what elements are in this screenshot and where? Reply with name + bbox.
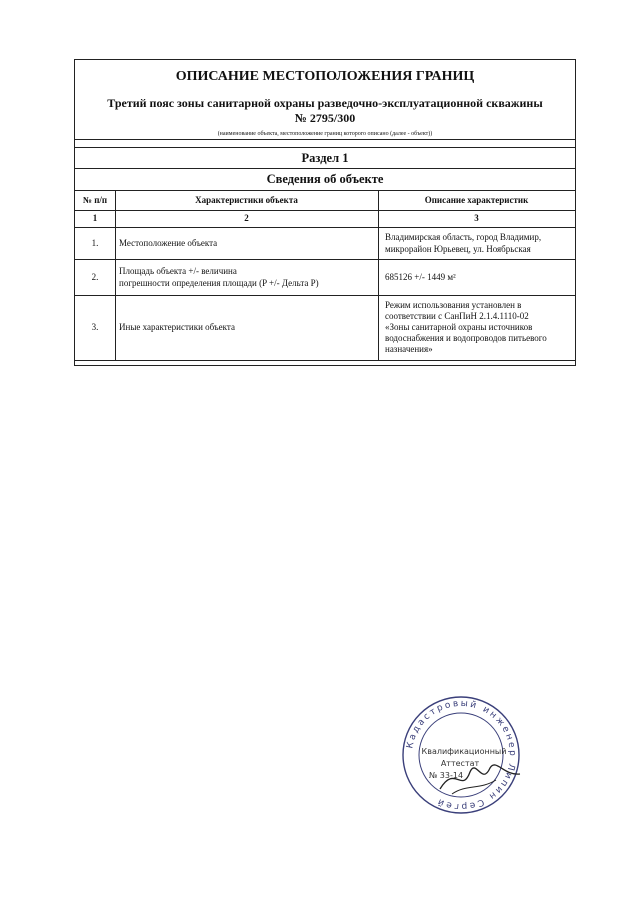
document-title: ОПИСАНИЕ МЕСТОПОЛОЖЕНИЯ ГРАНИЦ [175,69,475,84]
column-header-number: № п/п [82,195,108,205]
divider [75,139,575,140]
section-title: Сведения об объекте [266,172,384,186]
row-description: назначения» [385,344,433,354]
row-characteristic: погрешности определения площади (P +/- Дельта P) [119,278,319,288]
well-number: № 2795/300 [294,111,356,125]
row-number: 2. [91,272,99,282]
column-number: 3 [474,213,479,223]
row-characteristic: Иные характеристики объекта [119,322,235,332]
row-divider [75,360,575,361]
row-number: 3. [91,322,99,332]
row-divider [75,295,575,296]
row-characteristic: Местоположение объекта [119,238,218,248]
column-number: 2 [244,213,249,223]
document-frame [74,59,576,366]
row-description: водоснабжения и водопроводов питьевого [385,333,547,343]
row-divider [75,259,575,260]
column-header-characteristic: Характеристики объекта [195,195,298,205]
document-subtitle: Третий пояс зоны санитарной охраны разведочно-эксплуатационной скважины [107,96,543,110]
row-description: Режим использования установлен в [385,300,522,310]
row-characteristic: Площадь объекта +/- величина [119,266,237,276]
seal-line-3: № 33-14 [428,771,464,780]
seal-line-2: Аттестат [440,759,480,768]
row-description: соответствии с СанПиН 2.1.4.1110-02 [385,311,529,321]
row-description: микрорайон Юрьевец, ул. Ноябрьская [385,244,531,254]
divider [75,168,575,169]
row-number: 1. [91,238,99,248]
divider [75,147,575,148]
divider [75,190,575,191]
seal-line-1: Квалификационный [421,747,507,756]
column-number: 1 [92,213,98,223]
seal-graphic [400,694,522,816]
row-description: «Зоны санитарной охраны источников [385,322,533,332]
column-header-description: Описание характеристик [424,195,529,205]
object-note: (наименование объекта, местоположение границ которого описано (далее - объект)) [217,131,433,137]
row-divider [75,227,575,228]
seal-ring-text: Кадастровый инженер Липин Сергей [405,698,518,812]
row-divider [75,210,575,211]
section-label: Раздел 1 [301,151,349,165]
stamp-seal [400,694,522,816]
row-description: Владимирская область, город Владимир, [385,232,542,242]
row-description: 685126 +/- 1449 м² [385,272,456,282]
